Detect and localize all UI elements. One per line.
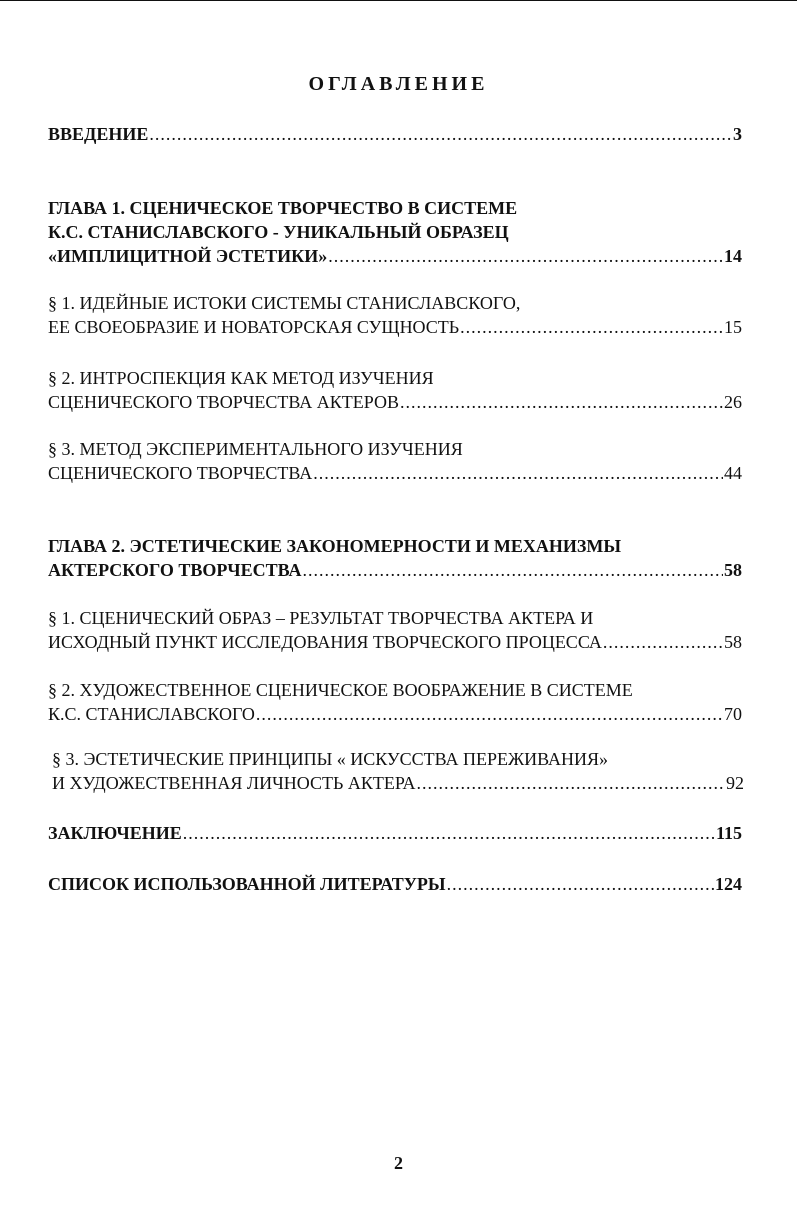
toc-leader-dots [328,244,723,268]
toc-leader-dots [149,122,732,146]
toc-entry-chapter-1[interactable] [48,196,742,268]
toc-entry-ch1-section-2[interactable] [48,366,742,414]
toc-entry-line [48,702,742,726]
toc-entry-title: ИСХОДНЫЙ ПУНКТ ИССЛЕДОВАНИЯ ТВОРЧЕСКОГО ПРОЦЕССА [48,632,602,652]
toc-leader-dots [183,821,715,845]
toc-page-number: 92 [726,773,744,793]
toc-entry-line [48,630,742,654]
toc-leader-dots [400,390,723,414]
toc-entry-title-line: § 2. ИНТРОСПЕКЦИЯ КАК МЕТОД ИЗУЧЕНИЯ [48,368,434,388]
toc-entry-line [52,771,744,795]
toc-entry-title: СПИСОК ИСПОЛЬЗОВАННОЙ ЛИТЕРАТУРЫ [48,874,446,894]
toc-entry-title: СЦЕНИЧЕСКОГО ТВОРЧЕСТВА [48,463,313,483]
toc-page-number: 124 [715,874,742,894]
toc-entry-title: К.С. СТАНИСЛАВСКОГО [48,704,255,724]
toc-page-number: 14 [724,246,742,266]
toc-entry-line [48,821,742,845]
toc-leader-dots [603,630,723,654]
toc-entry-conclusion[interactable] [48,821,742,845]
toc-entry-ch2-section-1[interactable] [48,606,742,654]
toc-entry-title-line: § 3. ЭСТЕТИЧЕСКИЕ ПРИНЦИПЫ « ИСКУССТВА ПЕРЕЖИВАНИЯ» [52,749,609,769]
toc-entry-title: ЗАКЛЮЧЕНИЕ [48,823,182,843]
page-number: 2 [394,1153,403,1173]
toc-entry-line [48,390,742,414]
toc-page-number: 70 [724,704,742,724]
toc-entry-ch1-section-1[interactable] [48,291,742,339]
toc-entry-ch1-section-3[interactable] [48,437,742,485]
toc-entry-title: СЦЕНИЧЕСКОГО ТВОРЧЕСТВА АКТЕРОВ [48,392,400,412]
toc-entry-ch2-section-3[interactable] [52,747,744,795]
toc-entry-title: «ИМПЛИЦИТНОЙ ЭСТЕТИКИ» [48,246,328,266]
toc-entry-line [48,461,742,485]
toc-page-number: 58 [724,632,742,652]
toc-entry-title: ВВЕДЕНИЕ [48,124,149,144]
toc-entry-title: АКТЕРСКОГО ТВОРЧЕСТВА [48,560,302,580]
toc-leader-dots [303,558,724,582]
toc-title: ОГЛАВЛЕНИЕ [308,73,489,95]
toc-entry-title-line: К.С. СТАНИСЛАВСКОГО - УНИКАЛЬНЫЙ ОБРАЗЕЦ [48,222,509,242]
toc-entry-title-line: ГЛАВА 2. ЭСТЕТИЧЕСКИЕ ЗАКОНОМЕРНОСТИ И МЕХАНИЗМЫ [48,536,622,556]
toc-leader-dots [256,702,723,726]
toc-entry-bibliography[interactable] [48,872,742,896]
toc-entry-line [48,122,742,146]
toc-leader-dots [460,315,723,339]
toc-entry-title: И ХУДОЖЕСТВЕННАЯ ЛИЧНОСТЬ АКТЕРА [52,773,416,793]
toc-entry-ch2-section-2[interactable] [48,678,742,726]
toc-entry-line [48,244,742,268]
toc-entry-chapter-2[interactable] [48,534,742,582]
toc-page-number: 115 [715,823,742,843]
toc-entry-title-line: § 2. ХУДОЖЕСТВЕННОЕ СЦЕНИЧЕСКОЕ ВООБРАЖЕНИЕ В СИСТЕМЕ [48,680,633,700]
toc-entry-title-line: ГЛАВА 1. СЦЕНИЧЕСКОЕ ТВОРЧЕСТВО В СИСТЕМЕ [48,198,518,218]
toc-leader-dots [313,461,723,485]
toc-entry-line [48,558,742,582]
toc-entry-title: ЕЕ СВОЕОБРАЗИЕ И НОВАТОРСКАЯ СУЩНОСТЬ [48,317,460,337]
toc-entry-title-line: § 3. МЕТОД ЭКСПЕРИМЕНТАЛЬНОГО ИЗУЧЕНИЯ [48,439,463,459]
toc-page-number: 15 [724,317,742,337]
toc-entry-introduction[interactable] [48,122,742,146]
toc-page-number: 44 [724,463,742,483]
toc-entry-title-line: § 1. СЦЕНИЧЕСКИЙ ОБРАЗ – РЕЗУЛЬТАТ ТВОРЧЕСТВА АКТЕРА И [48,608,594,628]
toc-page-number: 26 [724,392,742,412]
toc-leader-dots [447,872,714,896]
toc-page-number: 58 [724,560,742,580]
toc-entry-line [48,872,742,896]
toc-entry-line [48,315,742,339]
toc-page-number: 3 [733,124,742,144]
toc-leader-dots [417,771,725,795]
toc-entry-title-line: § 1. ИДЕЙНЫЕ ИСТОКИ СИСТЕМЫ СТАНИСЛАВСКОГО, [48,293,521,313]
